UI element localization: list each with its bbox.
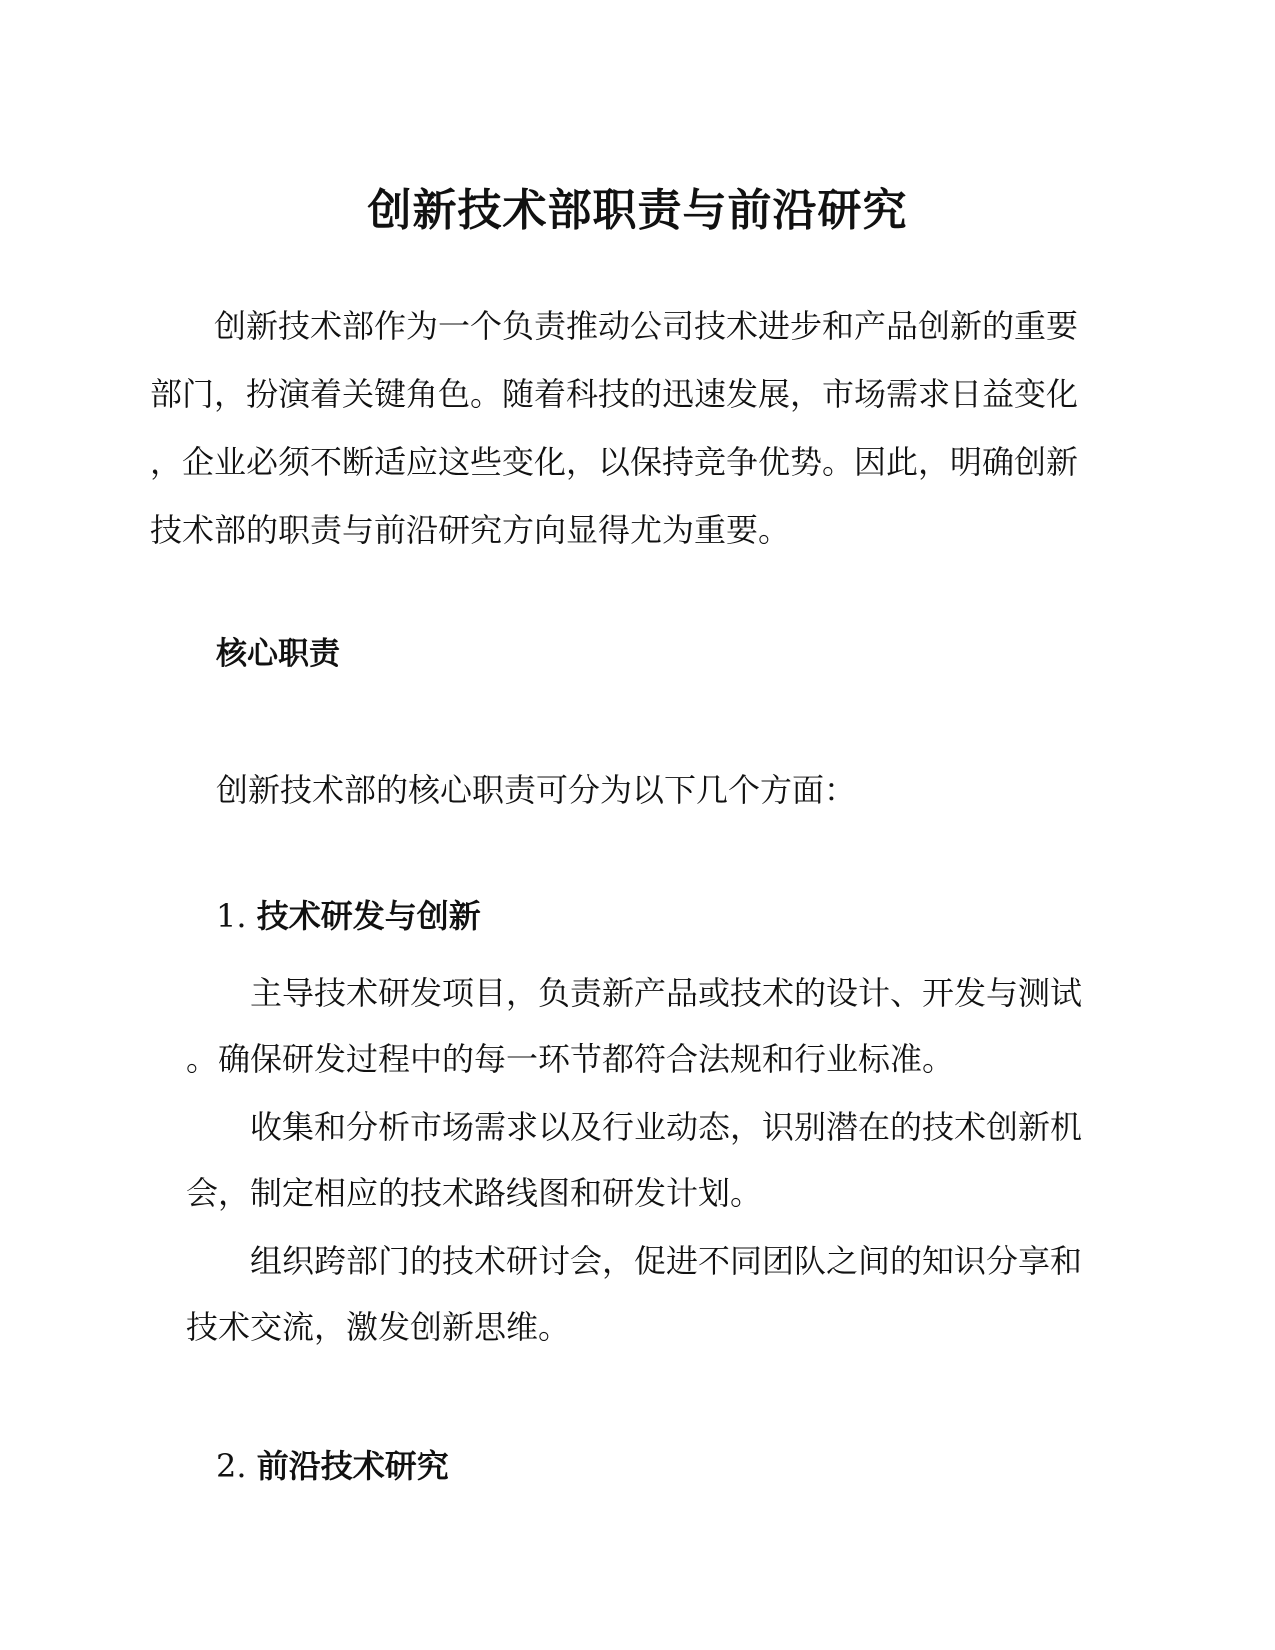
subsection-number: 2. [216, 1447, 257, 1485]
paragraph-line: 会，制定相应的技术路线图和研发计划。 [186, 1174, 763, 1212]
subsection-number: 1. [216, 897, 257, 935]
subsection-heading [216, 894, 481, 938]
intro-paragraph [150, 292, 1120, 564]
paragraph-line: 。确保研发过程中的每一环节都符合法规和行业标准。 [186, 1040, 955, 1078]
section-lead: 创新技术部的核心职责可分为以下几个方面： [216, 771, 857, 809]
intro-line: ，企业必须不断适应这些变化，以保持竞争优势。因此，明确创新 [150, 443, 1079, 481]
intro-line: 创新技术部作为一个负责推动公司技术进步和产品创新的重要 [150, 307, 1079, 345]
document-title: 创新技术部职责与前沿研究 [367, 185, 908, 237]
section-heading: 核心职责 [216, 636, 340, 672]
intro-line: 部门，扮演着关键角色。随着科技的迅速发展，市场需求日益变化 [150, 375, 1079, 413]
body-paragraph [186, 1228, 1121, 1360]
paragraph-line: 主导技术研发项目，负责新产品或技术的设计、开发与测试 [186, 974, 1083, 1012]
intro-line: 技术部的职责与前沿研究方向显得尤为重要。 [150, 511, 791, 549]
body-paragraph [186, 960, 1121, 1092]
body-paragraph [186, 1094, 1121, 1226]
subsection-title: 技术研发与创新 [256, 897, 481, 935]
subsection-title: 前沿技术研究 [256, 1447, 449, 1485]
paragraph-line: 技术交流，激发创新思维。 [186, 1308, 571, 1346]
paragraph-line: 收集和分析市场需求以及行业动态，识别潜在的技术创新机 [186, 1108, 1083, 1146]
paragraph-line: 组织跨部门的技术研讨会，促进不同团队之间的知识分享和 [186, 1242, 1083, 1280]
subsection-heading [216, 1444, 449, 1488]
